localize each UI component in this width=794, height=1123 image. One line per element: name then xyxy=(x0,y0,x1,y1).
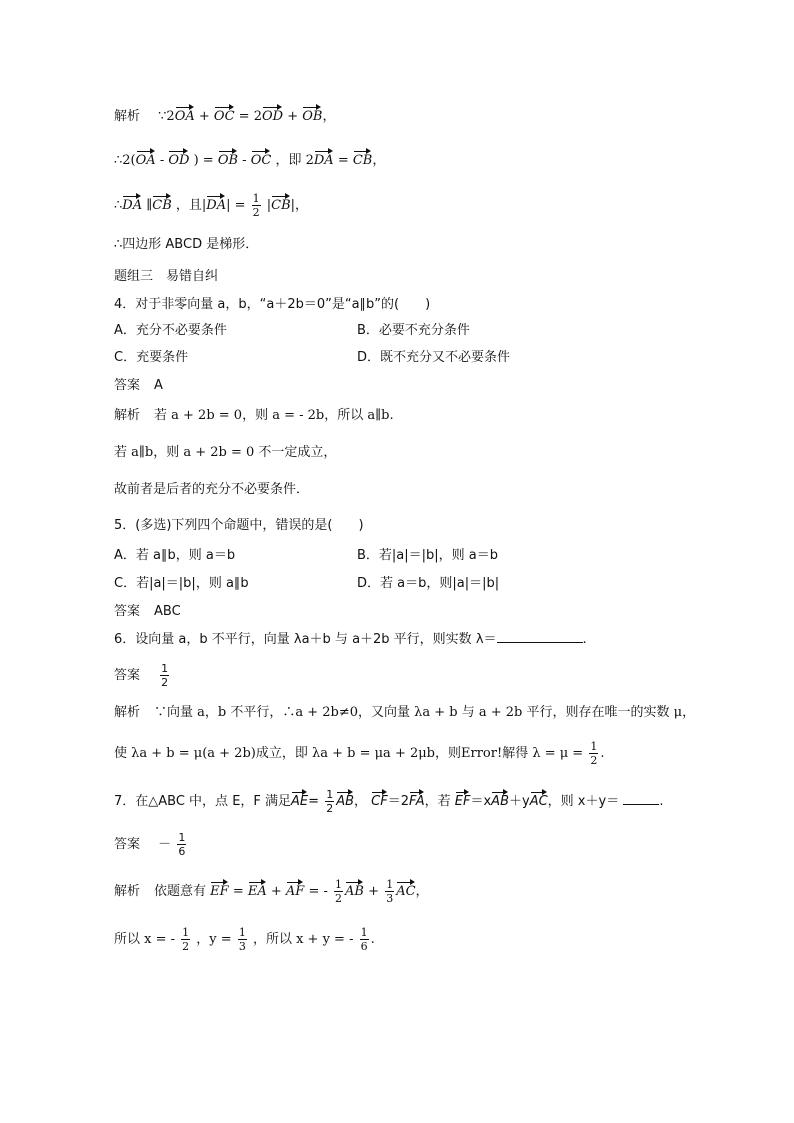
q7-analysis1: 解析 依题意有 EF = EA + AF = - $\frac{1}{2}$ AB + $\frac{1}{3}$ AC， xyxy=(114,878,429,905)
q6-answer xyxy=(114,662,171,689)
q7-stem: 7．在△ABC 中，点 E，F 满足AE= $\frac{1}{2}$ AB， CF＝2FA，若 EF＝xAB＋yAC，则 x＋y＝ . xyxy=(114,788,664,815)
q4-option-a[interactable]: A．充分不必要条件 xyxy=(114,323,227,338)
q4-answer xyxy=(114,377,163,395)
q4-options-row2 xyxy=(114,349,674,367)
vector-ef: EF xyxy=(210,879,229,901)
vector-od: OD xyxy=(168,148,189,170)
vector-ab: AB xyxy=(336,789,354,811)
analysis-label: 解析 xyxy=(114,408,141,423)
answer-label: 答案 xyxy=(114,668,141,683)
vector-oc: OC xyxy=(214,104,235,126)
vector-da: DA xyxy=(314,148,334,170)
block1-line4: ∴四边形 ABCD 是梯形． xyxy=(114,237,259,252)
fraction-half: $\frac{1}{2}$ xyxy=(252,192,260,219)
q5-answer-value: ABC xyxy=(154,604,181,619)
answer-label: 答案 xyxy=(114,604,141,619)
vector-oa: OA xyxy=(175,104,195,126)
vector-ab: AB xyxy=(491,789,509,811)
q4-option-d[interactable]: D．既不充分又不必要条件 xyxy=(357,350,511,365)
analysis-label: 解析 xyxy=(114,884,141,899)
q5-stem: 5．(多选)下列四个命题中，错误的是( ) xyxy=(114,518,364,533)
q7-answer-fraction: $\frac{1}{6}$ xyxy=(178,831,186,858)
q7-answer-blank[interactable] xyxy=(623,792,659,805)
q6-stem: 6．设向量 a，b 不平行，向量 λa＋b 与 a＋2b 平行，则实数 λ＝ . xyxy=(114,632,587,647)
vector-ea: EA xyxy=(248,879,267,901)
q4-analysis2: 若 a∥b，则 a + 2b = 0 不一定成立， xyxy=(114,445,337,460)
vector-ob: OB xyxy=(218,148,238,170)
q5-options-row1 xyxy=(114,547,674,565)
q4-analysis3: 故前者是后者的充分不必要条件． xyxy=(114,482,310,497)
block1-line1: 解析 ∵2OA + OC = 2OD + OB， xyxy=(114,104,335,126)
vector-od: OD xyxy=(262,104,283,126)
q6-answer-fraction: $\frac{1}{2}$ xyxy=(161,662,169,689)
q5-options-row2 xyxy=(114,575,674,593)
fraction-half: $\frac{1}{2}$ xyxy=(182,926,190,953)
vector-ac: AC xyxy=(396,879,415,901)
q5-answer xyxy=(114,603,181,621)
vector-da: DA xyxy=(206,193,226,215)
analysis-label: 解析 xyxy=(114,109,141,124)
fraction-half: $\frac{1}{2}$ xyxy=(590,740,598,767)
vector-ab: AB xyxy=(345,879,364,901)
vector-oa: OA xyxy=(136,148,156,170)
q5-option-d[interactable]: D．若 a＝b，则|a|＝|b| xyxy=(357,576,500,591)
q4-option-b[interactable]: B．必要不充分条件 xyxy=(357,323,470,338)
vector-ae: AE xyxy=(291,789,308,811)
vector-da: DA xyxy=(122,193,142,215)
fraction-third: $\frac{1}{3}$ xyxy=(238,926,246,953)
q6-answer-blank[interactable] xyxy=(497,630,583,643)
q6-analysis2: 使 λa + b = μ(a + 2b)成立，即 λa + b = μa + 2μb，则Error!解得 λ = μ = $\frac{1}{2}$ . xyxy=(114,740,605,767)
answer-label: 答案 xyxy=(114,837,141,852)
q4-answer-value: A xyxy=(154,378,163,393)
analysis-label: 解析 xyxy=(114,705,141,720)
block1-line2: ∴2(OA - OD ) = OB - OC ，即 2DA = CB， xyxy=(114,148,385,170)
fraction-sixth: $\frac{1}{6}$ xyxy=(360,926,368,953)
q5-option-c[interactable]: C．若|a|＝|b|，则 a∥b xyxy=(114,576,249,591)
vector-cb: CB xyxy=(271,193,291,215)
fraction-half: $\frac{1}{2}$ xyxy=(335,878,343,905)
vector-cb: CB xyxy=(152,193,172,215)
answer-label: 答案 xyxy=(114,378,141,393)
vector-ef: EF xyxy=(455,789,471,811)
vector-cb: CB xyxy=(353,148,373,170)
vector-fa: FA xyxy=(409,789,425,811)
vector-ac: AC xyxy=(530,789,548,811)
fraction-third: $\frac{1}{3}$ xyxy=(386,878,394,905)
q7-analysis2: 所以 x = - $\frac{1}{2}$ ，y = $\frac{1}{3}$ ，所以 x + y = - $\frac{1}{6}$ . xyxy=(114,926,375,953)
q7-answer: 答案 － $\frac{1}{6}$ xyxy=(114,831,186,858)
q6-analysis1: 解析 ∵向量 a，b 不平行，∴a + 2b≠0，又向量 λa + b 与 a + 2b 平行，则存在唯一的实数 μ， xyxy=(114,705,696,720)
vector-oc: OC xyxy=(251,148,272,170)
q4-stem: 4．对于非零向量 a，b，“a＋2b＝0”是“a∥b”的( ) xyxy=(114,297,431,312)
q5-option-b[interactable]: B．若|a|＝|b|，则 a＝b xyxy=(357,548,499,563)
section-title: 题组三 易错自纠 xyxy=(114,269,219,284)
block1-line3: ∴DA ∥CB ，且|DA| = $\frac{1}{2}$ |CB|， xyxy=(114,192,309,219)
vector-af: AF xyxy=(286,879,304,901)
vector-ob: OB xyxy=(302,104,322,126)
q4-analysis1: 解析 若 a + 2b = 0，则 a = - 2b，所以 a∥b. xyxy=(114,408,394,423)
q4-option-c[interactable]: C．充要条件 xyxy=(114,350,189,365)
q5-option-a[interactable]: A．若 a∥b，则 a＝b xyxy=(114,548,236,563)
vector-cf: CF xyxy=(371,789,388,811)
fraction-half: $\frac{1}{2}$ xyxy=(326,788,334,815)
q4-options-row1 xyxy=(114,322,674,340)
